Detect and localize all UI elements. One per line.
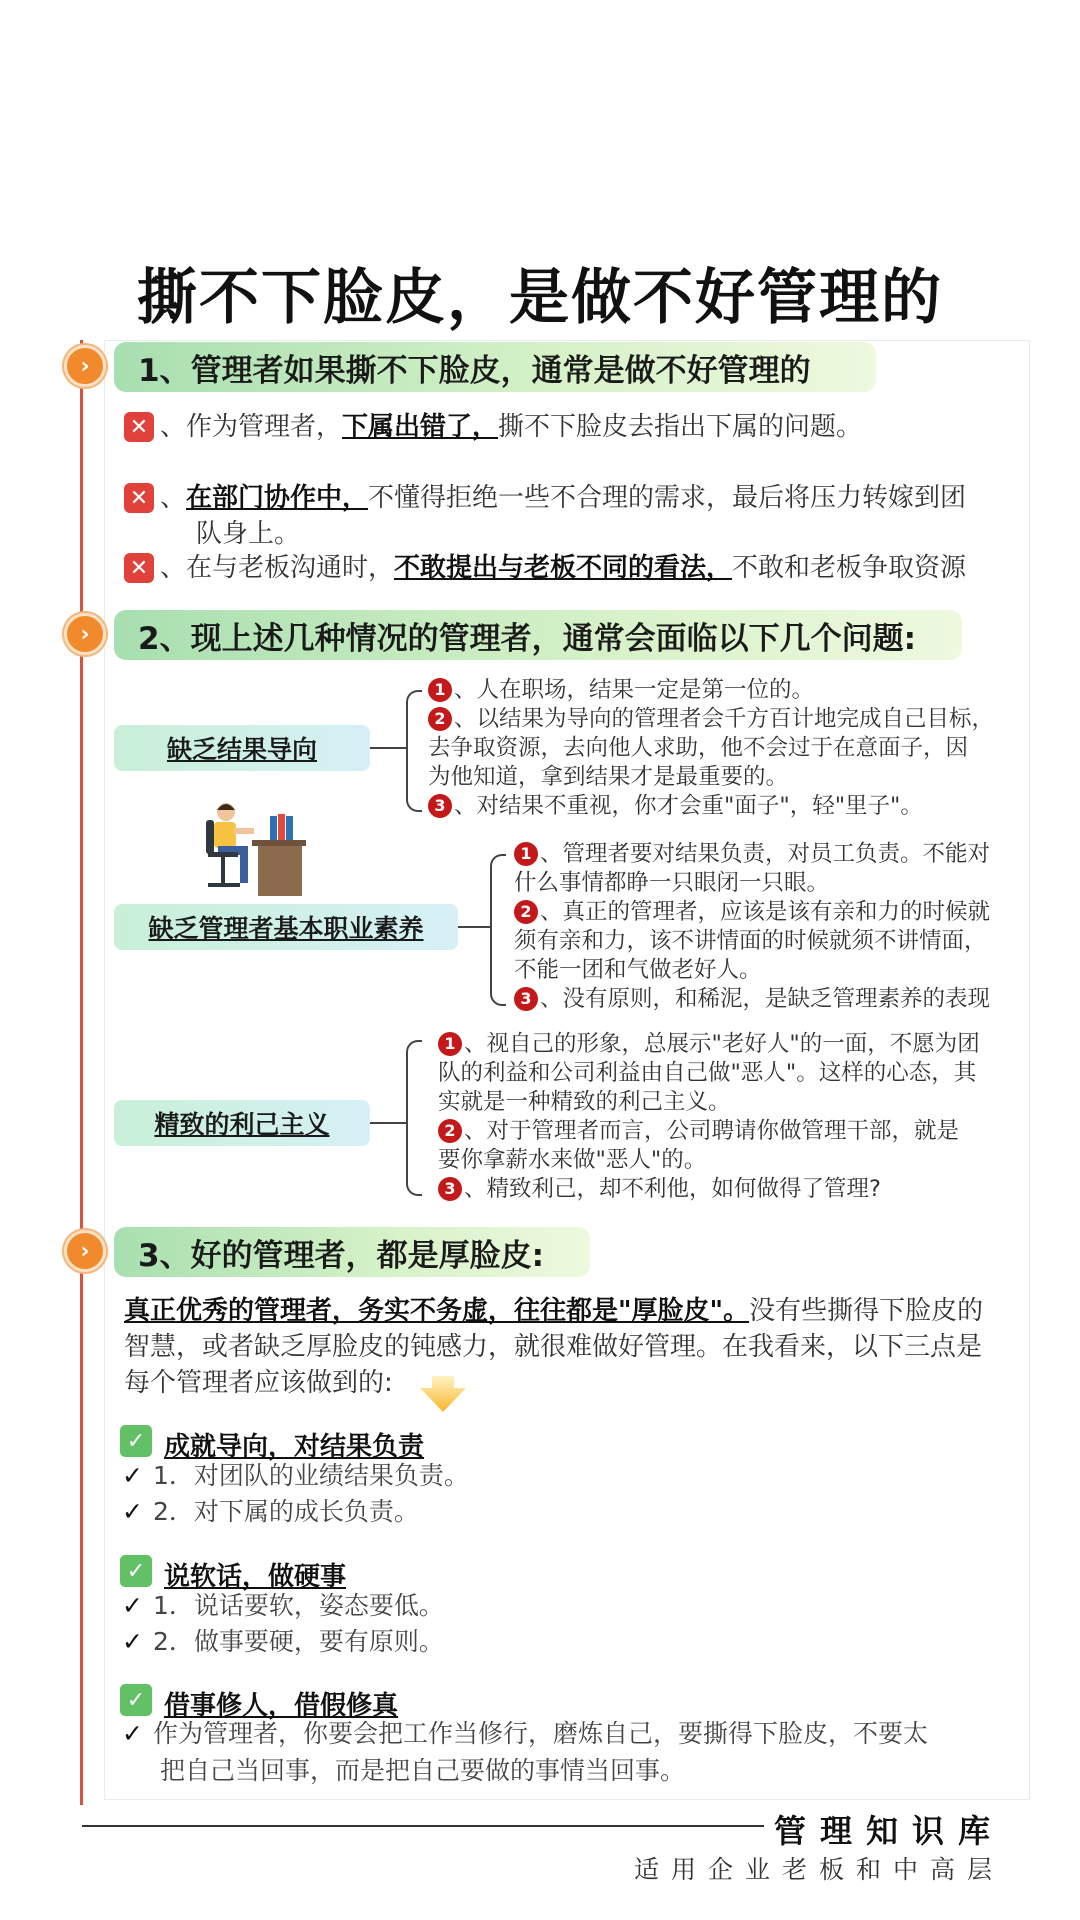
problem-label-2: 缺乏管理者基本职业素养 bbox=[114, 904, 458, 950]
item-prefix: 、在与老板沟通时， bbox=[160, 553, 395, 583]
brace-stem bbox=[370, 1122, 406, 1124]
cross-icon: ✕ bbox=[124, 483, 154, 513]
shirt bbox=[214, 822, 236, 848]
item-text: 、对于管理者而言，公司聘请你做管理干部，就是 bbox=[464, 1118, 960, 1144]
list-item bbox=[438, 1117, 1028, 1175]
number-badge: 2 bbox=[428, 707, 452, 731]
tick-icon: ✓ bbox=[122, 1627, 143, 1656]
brace bbox=[490, 854, 506, 1006]
item-emphasis: 下属出错了， bbox=[342, 412, 499, 442]
point-title-1: 成就导向，对结果负责 bbox=[164, 1432, 425, 1462]
section1-item-1 bbox=[160, 409, 1010, 445]
chair-seat bbox=[208, 852, 238, 857]
point-3-item-1-continued: 把自己当回事，而是把自己要做的事情当回事。 bbox=[160, 1756, 686, 1785]
section1-item-3 bbox=[160, 550, 1010, 586]
brace-stem bbox=[370, 747, 406, 749]
section1-item-2-continued: 队身上。 bbox=[196, 519, 301, 549]
chair-back bbox=[206, 820, 214, 854]
desk-top bbox=[252, 840, 306, 846]
item-suffix: 撕不下脸皮去指出下属的问题。 bbox=[498, 412, 863, 442]
item-suffix: 不敢和老板争取资源 bbox=[732, 553, 967, 583]
arm bbox=[234, 828, 254, 834]
section-heading-3: 3、好的管理者，都是厚脸皮: bbox=[114, 1227, 590, 1277]
item-text: 1．说话要软，姿态要低。 bbox=[152, 1591, 444, 1620]
binder-blue bbox=[270, 816, 277, 840]
list-item bbox=[438, 1030, 1028, 1117]
number-badge: 2 bbox=[514, 900, 538, 924]
item-text: 、管理者要对结果负责，对员工负责。不能对 bbox=[540, 841, 991, 867]
item-text: 什么事情都睁一只眼闭一只眼。 bbox=[514, 870, 830, 896]
footer-title: 管理知识库 bbox=[773, 1812, 1004, 1850]
item-text: 、人在职场，结果一定是第一位的。 bbox=[454, 677, 815, 703]
item-text: 不能一团和气做老好人。 bbox=[514, 957, 762, 983]
list-item bbox=[514, 898, 1034, 985]
list-item bbox=[428, 705, 1028, 792]
problem-3-list bbox=[438, 1030, 1028, 1204]
item-text: 2．做事要硬，要有原则。 bbox=[152, 1627, 444, 1656]
number-badge: 3 bbox=[514, 987, 538, 1011]
item-text: 、视自己的形象，总展示"老好人"的一面，不愿为团 bbox=[464, 1031, 980, 1057]
point-3-item-1 bbox=[122, 1716, 1022, 1752]
section3-intro bbox=[124, 1293, 1024, 1401]
page-title: 撕不下脸皮，是做不好管理的 bbox=[137, 263, 943, 333]
brace-stem bbox=[458, 926, 490, 928]
tick-icon: ✓ bbox=[122, 1461, 143, 1490]
intro-text: 智慧，或者缺乏厚脸皮的钝感力，就很难做好管理。在我看来，以下三点是 bbox=[124, 1332, 983, 1362]
item-text: 去争取资源，去向他人求助，他不会过于在意面子，因 bbox=[428, 735, 969, 761]
list-item bbox=[428, 792, 1028, 821]
desk bbox=[258, 844, 302, 896]
point-title-3: 借事修人，借假修真 bbox=[164, 1691, 399, 1721]
item-emphasis: 不敢提出与老板不同的看法， bbox=[394, 553, 733, 583]
check-icon: ✓ bbox=[120, 1555, 152, 1587]
intro-text: 每个管理者应该做到的: bbox=[124, 1368, 393, 1398]
item-text: 、对结果不重视，你才会重"面子"，轻"里子"。 bbox=[454, 793, 923, 819]
item-prefix: 、 bbox=[160, 483, 187, 513]
number-badge: 1 bbox=[514, 842, 538, 866]
number-badge: 1 bbox=[438, 1032, 462, 1056]
item-text: 、精致利己，却不利他，如何做得了管理? bbox=[464, 1176, 881, 1202]
item-text: 1．对团队的业绩结果负责。 bbox=[152, 1461, 469, 1490]
shin bbox=[240, 853, 248, 883]
item-prefix: 、作为管理者， bbox=[160, 412, 343, 442]
down-arrow-icon bbox=[420, 1376, 466, 1412]
list-item bbox=[514, 840, 1034, 898]
chevron-right-icon: › bbox=[64, 1230, 106, 1272]
item-text: 作为管理者，你要会把工作当修行，磨炼自己，要撕得下脸皮，不要太 bbox=[152, 1719, 928, 1748]
number-badge: 3 bbox=[428, 794, 452, 818]
item-text: 、真正的管理者，应该是该有亲和力的时候就 bbox=[540, 899, 991, 925]
item-text: 要你拿薪水来做"恶人"的。 bbox=[438, 1147, 707, 1173]
item-text: 须有亲和力，该不讲情面的时候就须不讲情面， bbox=[514, 928, 987, 954]
check-icon: ✓ bbox=[120, 1425, 152, 1457]
number-badge: 1 bbox=[428, 678, 452, 702]
section-heading-2: 2、现上述几种情况的管理者，通常会面临以下几个问题: bbox=[114, 610, 962, 660]
problem-1-list bbox=[428, 676, 1028, 821]
item-text: 队的利益和公司利益由自己做"恶人"。这样的心态，其 bbox=[438, 1060, 977, 1086]
point-2-item-1 bbox=[122, 1588, 444, 1624]
number-badge: 3 bbox=[438, 1177, 462, 1201]
point-2-item-2 bbox=[122, 1624, 444, 1660]
hair bbox=[217, 804, 235, 810]
item-suffix: 不懂得拒绝一些不合理的需求，最后将压力转嫁到团 bbox=[368, 483, 967, 513]
list-item bbox=[438, 1175, 1028, 1204]
section1-item-2 bbox=[160, 480, 1010, 516]
item-text: 、没有原则，和稀泥，是缺乏管理素养的表现 bbox=[540, 986, 991, 1012]
item-text: 为他知道，拿到结果才是最重要的。 bbox=[428, 764, 789, 790]
item-text: 2．对下属的成长负责。 bbox=[152, 1497, 419, 1526]
point-title-2: 说软话，做硬事 bbox=[164, 1562, 347, 1592]
number-badge: 2 bbox=[438, 1119, 462, 1143]
list-item bbox=[428, 676, 1028, 705]
problem-label-1: 缺乏结果导向 bbox=[114, 725, 370, 771]
timeline-line bbox=[80, 340, 83, 1805]
item-emphasis: 在部门协作中， bbox=[186, 483, 369, 513]
footer-divider bbox=[82, 1825, 764, 1827]
item-text: 实就是一种精致的利己主义。 bbox=[438, 1089, 731, 1115]
intro-emphasis: 真正优秀的管理者，务实不务虚，往往都是"厚脸皮"。 bbox=[124, 1296, 750, 1326]
brace bbox=[406, 690, 422, 812]
cross-icon: ✕ bbox=[124, 412, 154, 442]
office-worker-illustration bbox=[196, 798, 306, 898]
check-icon: ✓ bbox=[120, 1684, 152, 1716]
cross-icon: ✕ bbox=[124, 553, 154, 583]
item-text: 、以结果为导向的管理者会千方百计地完成自己目标， bbox=[454, 706, 995, 732]
problem-2-list bbox=[514, 840, 1034, 1014]
list-item bbox=[514, 985, 1034, 1014]
section-heading-1: 1、管理者如果撕不下脸皮，通常是做不好管理的 bbox=[114, 342, 876, 392]
intro-text: 没有些撕得下脸皮的 bbox=[749, 1296, 984, 1326]
chevron-right-icon: › bbox=[64, 345, 106, 387]
tick-icon: ✓ bbox=[122, 1591, 143, 1620]
binder-red bbox=[278, 814, 285, 840]
chair-base bbox=[208, 883, 240, 887]
point-1-item-2 bbox=[122, 1494, 419, 1530]
chevron-right-icon: › bbox=[64, 613, 106, 655]
footer-subtitle: 适用企业老板和中高层 bbox=[633, 1855, 1004, 1884]
brace bbox=[406, 1040, 422, 1196]
problem-label-3: 精致的利己主义 bbox=[114, 1100, 370, 1146]
point-1-item-1 bbox=[122, 1458, 469, 1494]
tick-icon: ✓ bbox=[122, 1497, 143, 1526]
tick-icon: ✓ bbox=[122, 1719, 143, 1748]
chair-post bbox=[221, 857, 225, 883]
binder-blue bbox=[286, 816, 293, 840]
